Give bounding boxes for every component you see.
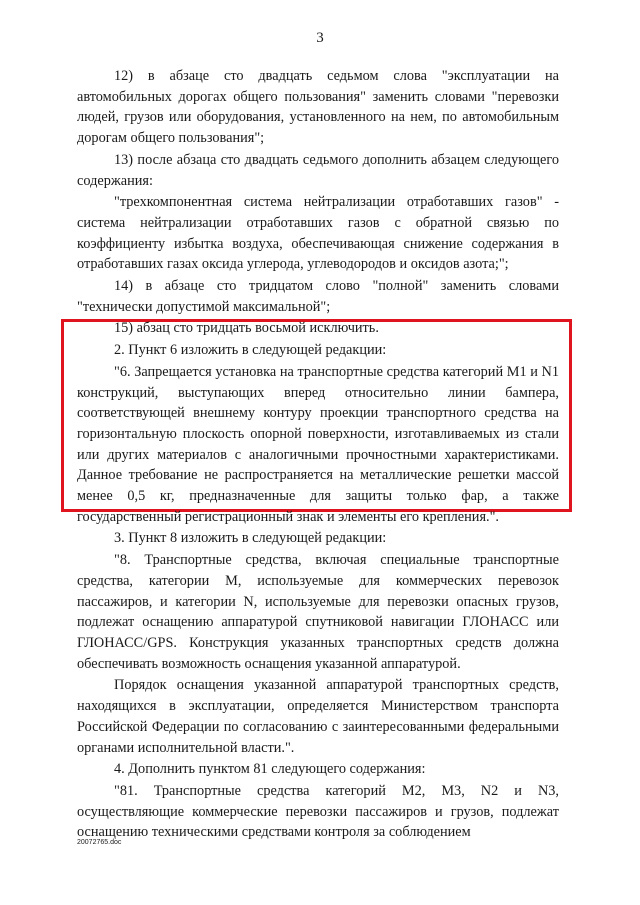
- paragraph-procedure: Порядок оснащения указанной аппаратурой транспортных средств, находящихся в эксплуатации, определяется Министерством транспорта Российской Федерации по согласованию с заинтересованными федеральными органами исполнительной власти.".: [77, 677, 559, 756]
- paragraph-item-2: 2. Пункт 6 изложить в следующей редакции:: [114, 342, 387, 359]
- paragraph-item-8-text: "8. Транспортные средства, включая специальные транспортные средства, категории M, используемые для коммерческих перевозок пассажиров, и категории N, используемые для перевозки опасных грузов, подлежат оснащению аппаратурой спутниковой навигации ГЛОНАСС или ГЛОНАСС/GPS. Конструкция указанных транспортных средств должна обеспечивать возможность оснащения указанной аппаратурой.: [77, 552, 559, 672]
- paragraph-item-3: 3. Пункт 8 изложить в следующей редакции:: [114, 530, 387, 547]
- paragraph-13: 13) после абзаца сто двадцать седьмого дополнить абзацем следующего содержания:: [77, 151, 559, 189]
- paragraph-14: 14) в абзаце сто тридцатом слово "полной" заменить словами "технически допустимой максимальной";: [77, 278, 559, 315]
- paragraph-item-8-1-text: "81. Транспортные средства категорий M2, M3, N2 и N3, осуществляющие коммерческие перевозки пассажиров и грузов, подлежат оснащению техническими средствами контроля за соблюдением: [77, 782, 559, 841]
- paragraph-15: 15) абзац сто тридцать восьмой исключить.: [114, 320, 379, 337]
- page-number: 3: [316, 30, 324, 46]
- paragraph-12: 12) в абзаце сто двадцать седьмом слова "эксплуатации на автомобильных дорогах общего пользования" заменить словами "перевозки людей, грузов или оборудования, установленного на нем, по автомобильным дорогам общего пользования";: [77, 68, 559, 147]
- paragraph-quoted-definition: "трехкомпонентная система нейтрализации отработавших газов" - система нейтрализации отработавших газов с обратной связью по коэффициенту избытка воздуха, обеспечивающая снижение содержания в отработавших газах оксида углерода, углеводородов и оксидов азота;";: [77, 194, 559, 273]
- document-file-code: 20072765.doc: [77, 839, 122, 846]
- document-body: [77, 66, 559, 844]
- paragraph-item-4: 4. Дополнить пунктом 81 следующего содержания:: [114, 761, 426, 778]
- paragraph-item-6-text: "6. Запрещается установка на транспортные средства категорий M1 и N1 конструкций, выступающих вперед относительно линии бампера, соответствующей внешнему контуру проекции транспортного средства на горизонтальную плоскость опорной поверхности, изготавливаемых из стали или других материалов с аналогичными прочностными характеристиками. Данное требование не распространяется на металлические решетки массой менее 0,5 кг, предназначенные для защиты только фар, а также государственный регистрационный знак и элементы его крепления.".: [77, 363, 559, 525]
